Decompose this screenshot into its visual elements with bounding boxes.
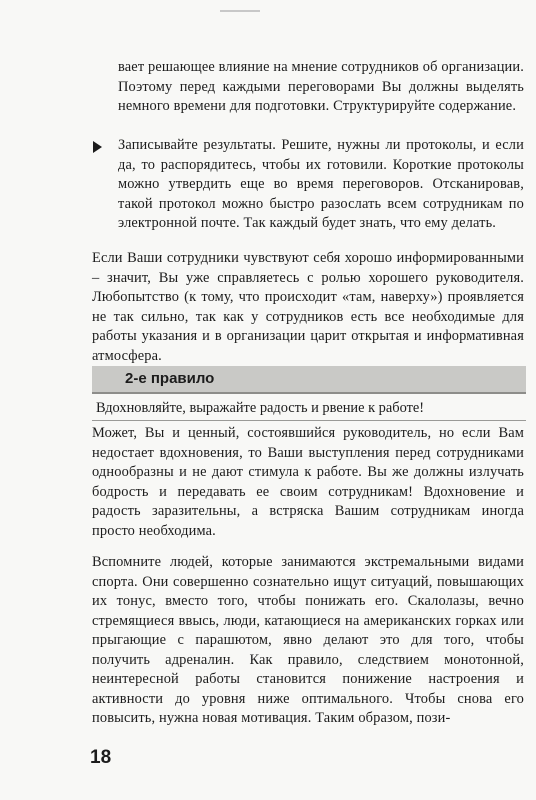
rule-divider [92,392,526,394]
page-number: 18 [90,747,112,768]
bullet-paragraph-record-results: Записывайте результаты. Решите, нужны ли протоколы, и если да, то распорядитесь, чтобы их готовили. Короткие протоколы можно утвердить еще во время переговоров. Отсканировав, такой протокол можно быстро разослать всем сотрудникам по электронной почте. Так каждый будет знать, что ему делать. [118,137,524,231]
paragraph-inspiration: Может, Вы и ценный, состоявшийся руководитель, но если Вам недостает вдохновения, то Ваши выступления перед сотрудниками однообразны и не дают стимула к работе. Вы же должны излучать бодрость и передавать ее своим сотрудникам! Вдохновение и радость заразительны, а встряска Вашим сотрудникам иногда просто необходима. [92,425,524,539]
top-page-mark [220,10,260,12]
rule-subtitle: Вдохновляйте, выражайте радость и рвение к работе! [96,400,425,416]
rule-divider-bottom [92,420,526,421]
paragraph-continued: вает решающее влияние на мнение сотрудников об организации. Поэтому перед каждыми переговорами Вы должны выделять немного времени для подготовки. Структурируйте содержание. [118,59,524,114]
rule-title: 2-е правило [125,370,215,387]
paragraph-informed-employees: Если Ваши сотрудники чувствуют себя хорошо информированными – значит, Вы уже справляетесь с ролью хорошего руководителя. Любопытство (к тому, что происходит «там, наверху») проявляется не так сильно, так как у сотрудников есть все необходимые для работы указания и в организации царит открытая и информативная атмосфера. [92,250,524,364]
paragraph-extreme-sports: Вспомните людей, которые занимаются экстремальными видами спорта. Они совершенно сознательно ищут ситуаций, повышающих их тонус, вместо того, чтобы понижать его. Скалолазы, вечно стремящиеся ввысь, люди, катающиеся на американских горках или прыгающие с парашютом, явно делают это для того, чтобы получить адреналин. Как правило, следствием монотонной, неинтересной работы становится понижение настроения и активности до уровня ниже оптимального. Чтобы снова его повысить, нужна новая мотивация. Таким образом, пози- [92,554,524,726]
bullet-arrow-icon [93,141,102,153]
